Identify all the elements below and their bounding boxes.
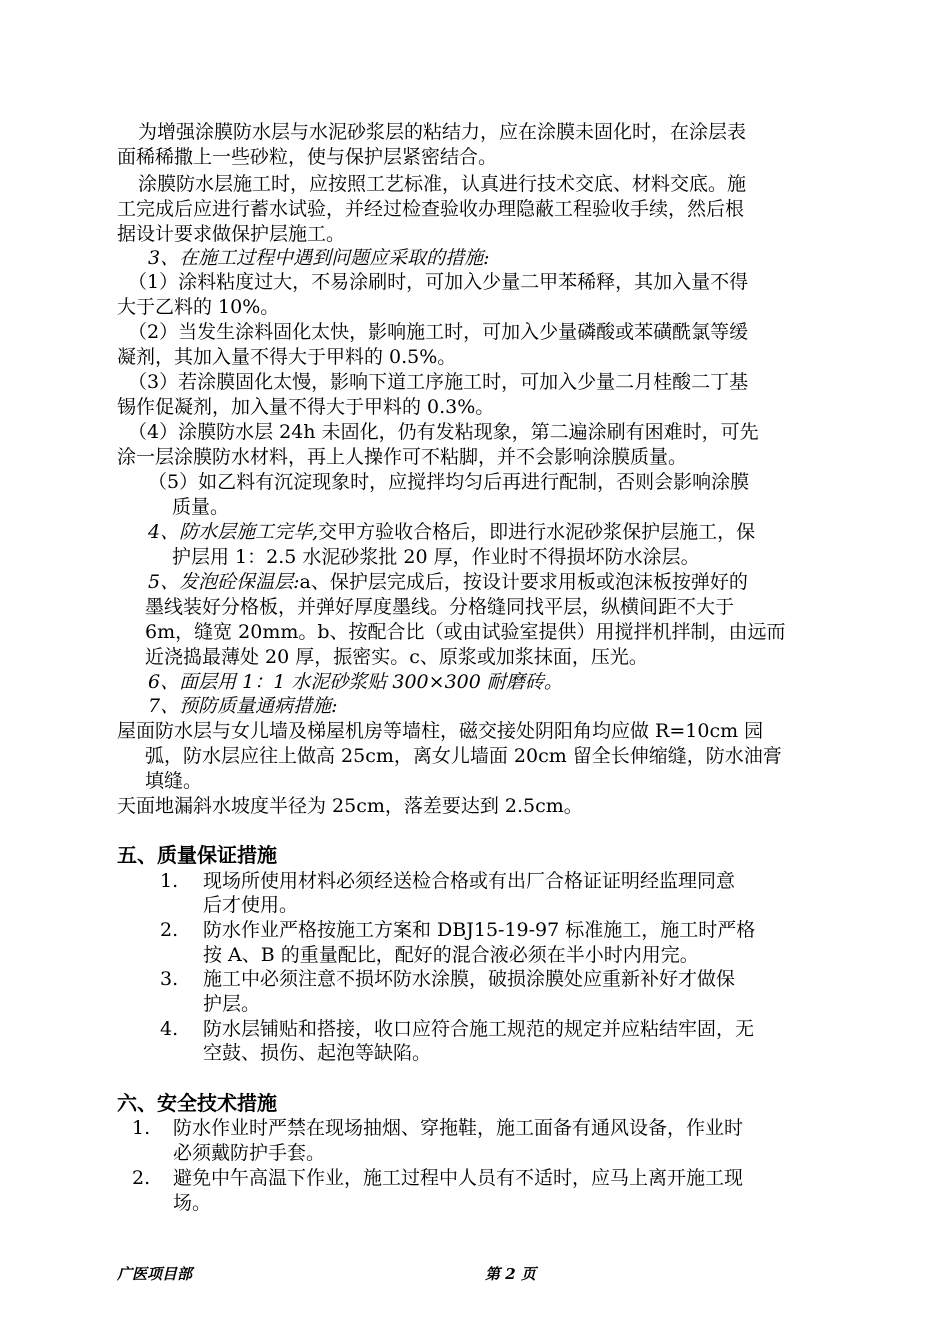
paragraph-line: 填缝。 xyxy=(145,770,203,792)
list-item-line: 必须戴防护手套。 xyxy=(173,1142,326,1164)
measure-line: （2）当发生涂料固化太快，影响施工时，可加入少量磷酸或苯磺酰氯等缓 xyxy=(128,321,749,343)
paragraph-line: 涂膜防水层施工时，应按照工艺标准，认真进行技术交底、材料交底。施 xyxy=(138,173,747,195)
paragraph-line: 为增强涂膜防水层与水泥砂浆层的粘结力，应在涂膜未固化时，在涂层表 xyxy=(138,121,747,143)
measure-line: （5）如乙料有沉淀现象时，应搅拌均匀后再进行配制，否则会影响涂膜 xyxy=(148,471,750,493)
subsection-text: a、保护层完成后，按设计要求用板或泡沫板按弹好的 xyxy=(299,571,748,593)
paragraph-line: 屋面防水层与女儿墙及梯屋机房等墙柱，磁交接处阴阳角均应做 R=10cm 园 xyxy=(117,720,764,742)
subsection-line xyxy=(148,520,755,544)
subsection-text: 交甲方验收合格后，即进行水泥砂浆保护层施工，保 xyxy=(318,521,756,543)
list-number: 1. xyxy=(160,870,179,892)
paragraph-line: 工完成后应进行蓄水试验，并经过检查验收办理隐蔽工程验收手续，然后根 xyxy=(117,198,745,220)
list-item-line: 按 A、B 的重量配比，配好的混合液必须在半小时内用完。 xyxy=(203,944,699,966)
list-number: 1. xyxy=(132,1117,151,1139)
measure-line: （1）涂料粘度过大，不易涂刷时，可加入少量二甲苯稀释，其加入量不得 xyxy=(128,271,749,293)
list-item-line: 防水作业时严禁在现场抽烟、穿拖鞋，施工面备有通风设备，作业时 xyxy=(173,1117,744,1139)
list-item-line: 护层。 xyxy=(203,993,261,1015)
list-item-line: 防水层铺贴和搭接，收口应符合施工规范的规定并应粘结牢固，无 xyxy=(203,1018,755,1040)
measure-line: 质量。 xyxy=(172,496,230,518)
subsection-line xyxy=(148,570,748,594)
paragraph-line: 弧，防水层应往上做高 25cm，离女儿墙面 20cm 留全长伸缩缝，防水油膏 xyxy=(145,745,782,767)
subsection-line: 墨线装好分格板，并弹好厚度墨线。分格缝同找平层，纵横间距不大于 xyxy=(145,596,735,618)
measure-line: 大于乙料的 10%。 xyxy=(117,296,280,318)
subsection-lead: 4、防水层施工完毕, xyxy=(148,521,319,543)
list-number: 2. xyxy=(160,919,179,941)
measure-line: 凝剂，其加入量不得大于甲料的 0.5%。 xyxy=(117,346,457,368)
subsection-line: 近浇捣最薄处 20 厚，振密实。c、原浆或加浆抹面，压光。 xyxy=(145,646,648,668)
measure-line: （4）涂膜防水层 24h 未固化，仍有发粘现象，第二遍涂刷有困难时，可先 xyxy=(128,421,759,443)
section-heading: 六、安全技术措施 xyxy=(117,1091,277,1115)
subsection-heading: 3、在施工过程中遇到问题应采取的措施: xyxy=(148,247,490,269)
measure-line: （3）若涂膜固化太慢，影响下道工序施工时，可加入少量二月桂酸二丁基 xyxy=(128,371,749,393)
list-item-line: 防水作业严格按施工方案和 DBJ15-19-97 标准施工，施工时严格 xyxy=(203,919,756,941)
subsection-line: 6m，缝宽 20mm。b、按配合比（或由试验室提供）用搅拌机拌制，由远而 xyxy=(145,621,786,643)
footer-project-name: 广医项目部 xyxy=(117,1265,193,1283)
list-item-line: 施工中必须注意不损坏防水涂膜，破损涂膜处应重新补好才做保 xyxy=(203,968,736,990)
paragraph-line: 据设计要求做保护层施工。 xyxy=(117,223,346,245)
list-item-line: 避免中午高温下作业，施工过程中人员有不适时，应马上离开施工现 xyxy=(173,1167,744,1189)
subsection-heading: 7、预防质量通病措施: xyxy=(148,695,338,717)
subsection-line: 护层用 1：2.5 水泥砂浆批 20 厚，作业时不得损坏防水涂层。 xyxy=(172,546,700,568)
paragraph-line: 面稀稀撒上一些砂粒，使与保护层紧密结合。 xyxy=(117,146,498,168)
section-heading: 五、质量保证措施 xyxy=(117,843,277,867)
subsection-lead: 5、发泡砼保温层: xyxy=(148,571,300,593)
list-number: 4. xyxy=(160,1018,179,1040)
list-number: 3. xyxy=(160,968,179,990)
list-item-line: 后才使用。 xyxy=(203,894,299,916)
list-number: 2. xyxy=(132,1167,151,1189)
list-item-line: 现场所使用材料必须经送检合格或有出厂合格证证明经监理同意 xyxy=(203,870,736,892)
measure-line: 锡作促凝剂，加入量不得大于甲料的 0.3%。 xyxy=(117,396,495,418)
paragraph-line: 天面地漏斜水坡度半径为 25cm，落差要达到 2.5cm。 xyxy=(117,795,583,817)
measure-line: 涂一层涂膜防水材料，再上人操作可不粘脚，并不会影响涂膜质量。 xyxy=(117,446,688,468)
list-item-line: 空鼓、损伤、起泡等缺陷。 xyxy=(203,1042,432,1064)
footer-page-number: 第 2 页 xyxy=(485,1265,536,1283)
subsection-heading: 6、面层用 1：1 水泥砂浆贴 300×300 耐磨砖。 xyxy=(148,671,563,693)
list-item-line: 场。 xyxy=(173,1192,212,1214)
